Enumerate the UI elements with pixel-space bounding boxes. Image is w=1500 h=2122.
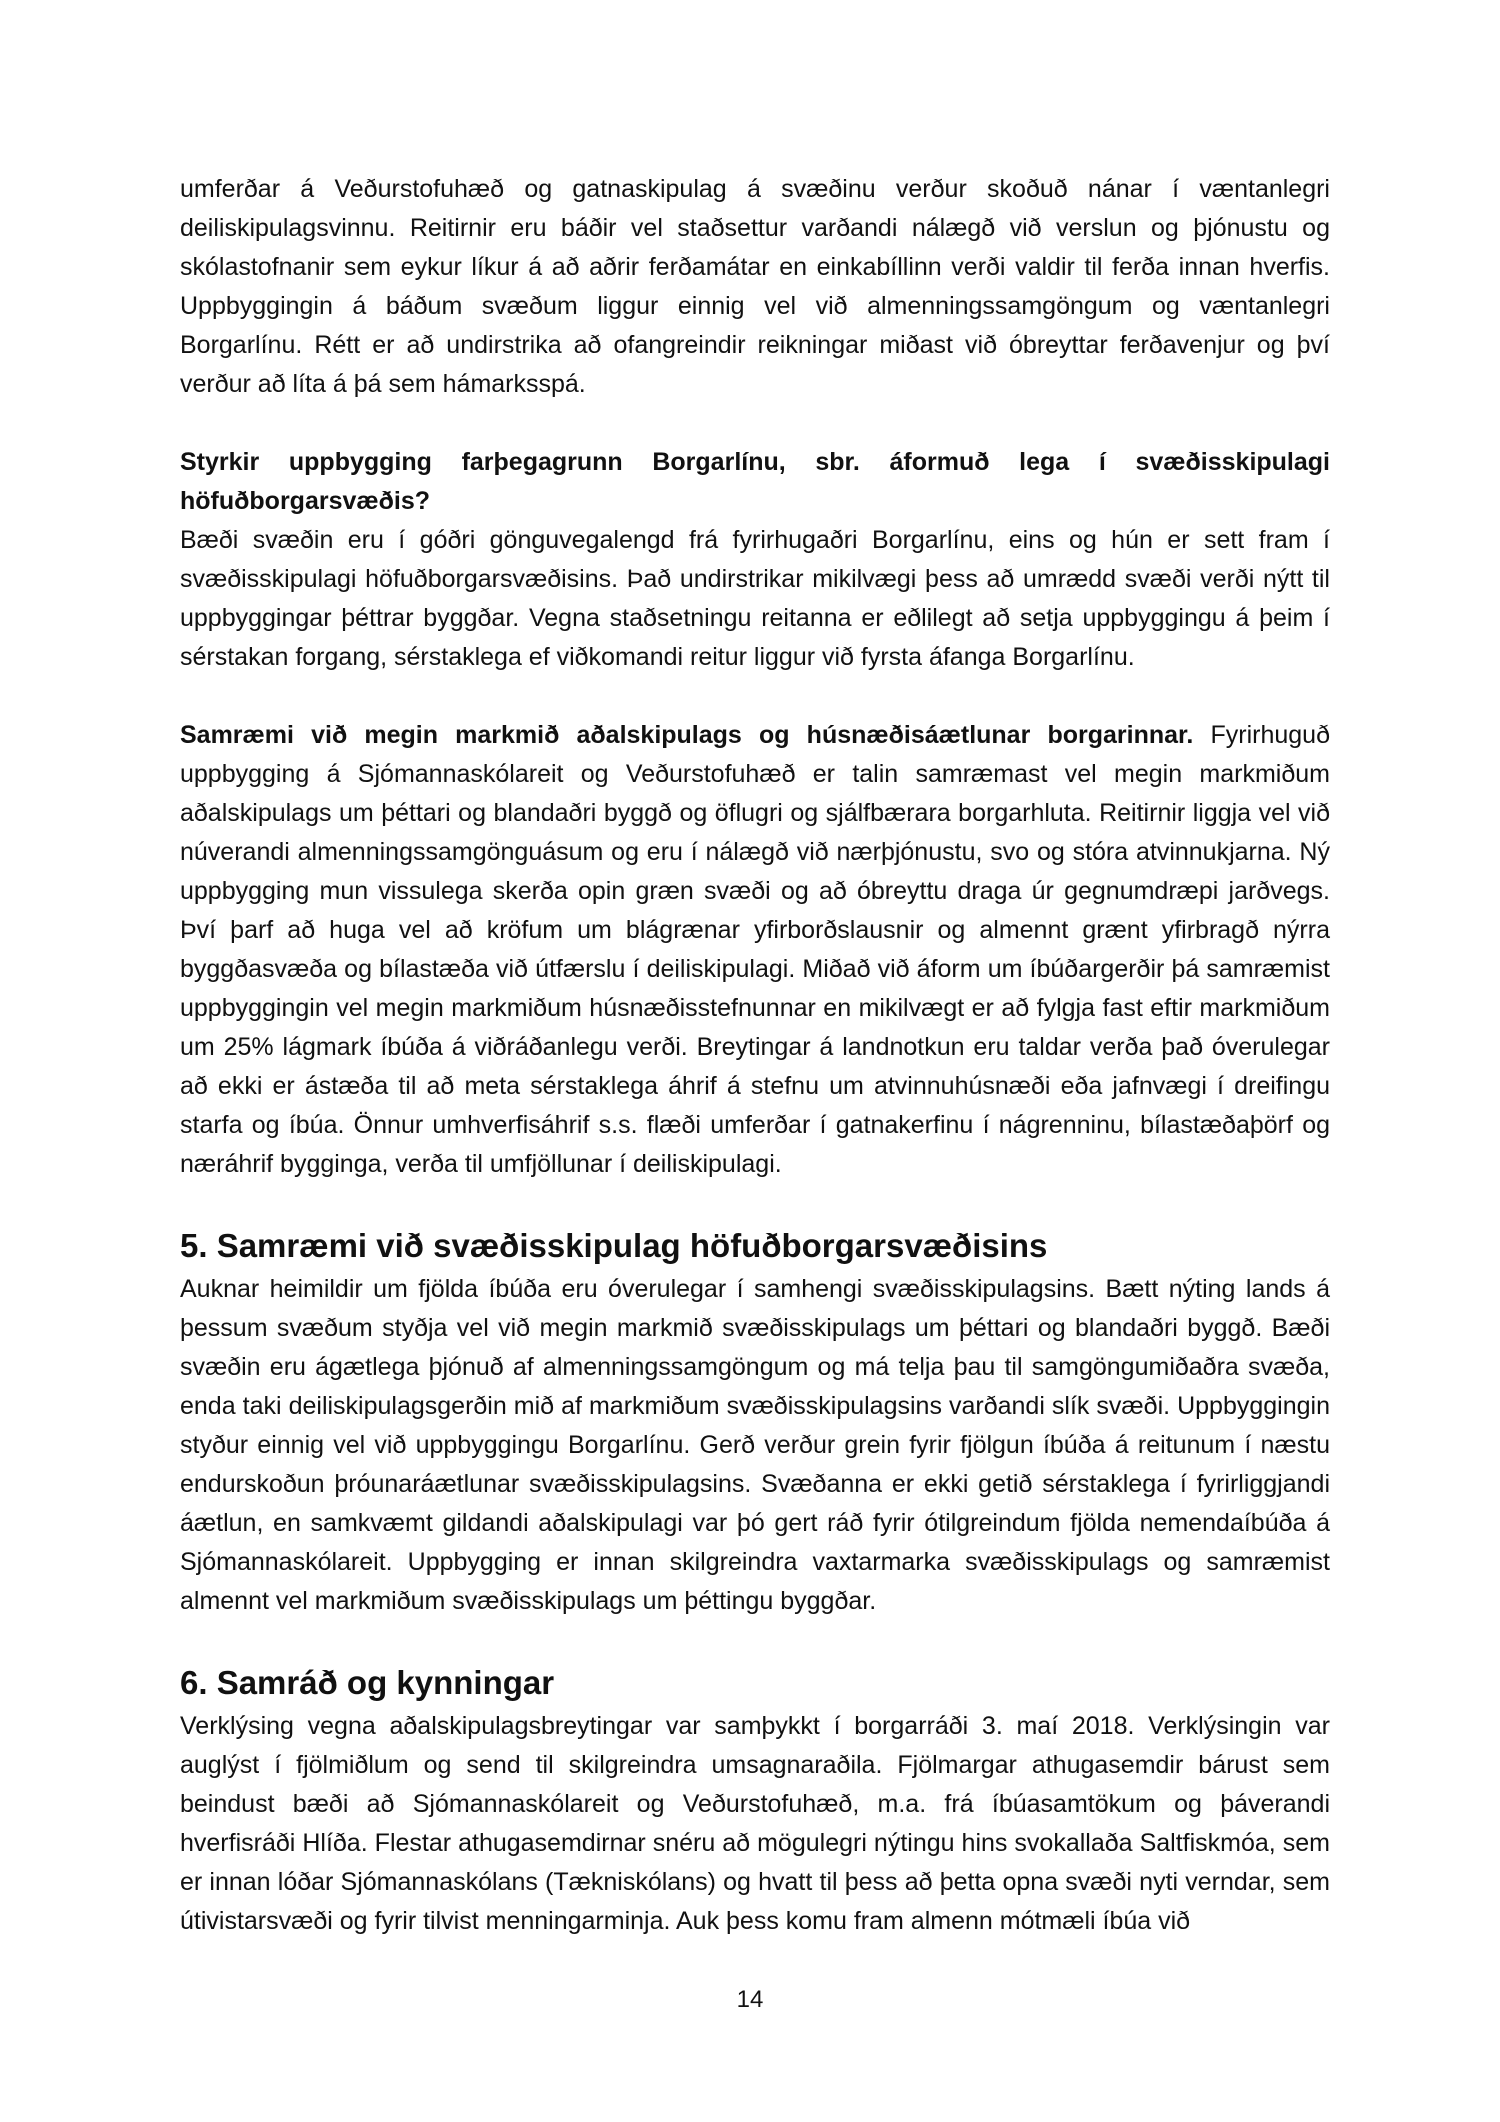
section-5-paragraph: Auknar heimildir um fjölda íbúða eru óverulegar í samhengi svæðisskipulagsins. Bætt nýting lands á þessum svæðum styðja vel við megin markmið svæðisskipulags um þéttari og blandaðri byggð. Bæði svæðin eru ágætlega þjónuð af almenningssamgöngum og má telja þau til samgöngumiðaðra svæða, enda taki deiliskipulagsgerðin mið af markmiðum svæðisskipulagsins varðandi slík svæði. Uppbyggingin styður einnig vel við uppbyggingu Borgarlínu. Gerð verður grein fyrir fjölgun íbúða á reitunum í næstu endurskoðun þróunaráætlunar svæðisskipulagsins. Svæðanna er ekki getið sérstaklega í fyrirliggjandi áætlun, en samkvæmt gildandi aðalskipulagi var þó gert ráð fyrir ótilgreindum fjölda nemendaíbúða á Sjómannaskólareit. Uppbygging er innan skilgreindra vaxtarmarka svæðisskipulags og samræmist almennt vel markmiðum svæðisskipulags um þéttingu byggðar.	[180, 1275, 1330, 1615]
borgarlina-paragraph: Bæði svæðin eru í góðri gönguvegalengd frá fyrirhugaðri Borgarlínu, eins og hún er sett fram í svæðisskipulagi höfuðborgarsvæðisins. Það undirstrikar mikilvægi þess að umrædd svæði verði nýtt til uppbyggingar þéttrar byggðar. Vegna staðsetningu reitanna er eðlilegt að setja uppbyggingu á þeim í sérstakan forgang, sérstaklega ef viðkomandi reitur liggur við fyrsta áfanga Borgarlínu.	[180, 526, 1330, 671]
samraemi-paragraph	[180, 716, 1330, 1184]
page-number: 14	[736, 1986, 764, 2013]
document-page	[180, 170, 1330, 1941]
borgarlina-question-heading: Styrkir uppbygging farþegagrunn Borgarlínu, sbr. áformuð lega í svæðisskipulagi höfuðborgarsvæðis?	[180, 448, 1330, 515]
samraemi-body: Fyrirhuguð uppbygging á Sjómannaskólareit og Veðurstofuhæð er talin samræmast vel megin markmiðum aðalskipulags um þéttari og blandaðri byggð og öflugri og sjálfbærara borgarhluta. Reitirnir liggja vel við núverandi almenningssamgönguásum og eru í nálægð við nærþjónustu, svo og stóra atvinnukjarna. Ný uppbygging mun vissulega skerða opin græn svæði og að óbreyttu draga úr gegnumdræpi jarðvegs. Því þarf að huga vel að kröfum um blágrænar yfirborðslausnir og almennt grænt yfirbragð nýrra byggðasvæða og bílastæða við útfærslu í deiliskipulagi. Miðað við áform um íbúðargerðir þá samræmist uppbyggingin vel megin markmiðum húsnæðisstefnunnar en mikilvægt er að fylgja fast eftir markmiðum um 25% lágmark íbúða á viðráðanlegu verði. Breytingar á landnotkun eru taldar verða það óverulegar að ekki er ástæða til að meta sérstaklega áhrif á stefnu um atvinnuhúsnæði eða jafnvægi í dreifingu starfa og íbúa. Önnur umhverfisáhrif s.s. flæði umferðar í gatnakerfinu í nágrenninu, bílastæðaþörf og næráhrif bygginga, verða til umfjöllunar í deiliskipulagi.	[180, 721, 1330, 1178]
section-6-paragraph: Verklýsing vegna aðalskipulagsbreytingar var samþykkt í borgarráði 3. maí 2018. Verklýsingin var auglýst í fjölmiðlum og send til skilgreindra umsagnaraðila. Fjölmargar athugasemdir bárust sem beindust bæði að Sjómannaskólareit og Veðurstofuhæð, m.a. frá íbúasamtökum og þáverandi hverfisráði Hlíða. Flestar athugasemdirnar snéru að mögulegri nýtingu hins svokallaða Saltfiskmóa, sem er innan lóðar Sjómannaskólans (Tækniskólans) og hvatt til þess að þetta opna svæði nyti verndar, sem útivistarsvæði og fyrir tilvist menningarminja. Auk þess komu fram almenn mótmæli íbúa við	[180, 1712, 1330, 1935]
intro-paragraph: umferðar á Veðurstofuhæð og gatnaskipulag á svæðinu verður skoðuð nánar í væntanlegri deiliskipulagsvinnu. Reitirnir eru báðir vel staðsettur varðandi nálægð við verslun og þjónustu og skólastofnanir sem eykur líkur á að aðrir ferðamátar en einkabíllinn verði valdir til ferða innan hverfis. Uppbyggingin á báðum svæðum liggur einnig vel við almenningssamgöngum og væntanlegri Borgarlínu. Rétt er að undirstrika að ofangreindir reikningar miðast við óbreyttar ferðavenjur og því verður að líta á þá sem hámarksspá.	[180, 175, 1330, 398]
samraemi-lead: Samræmi við megin markmið aðalskipulags og húsnæðisáætlunar borgarinnar.	[180, 721, 1194, 749]
section-6-heading: 6. Samráð og kynningar	[180, 1664, 555, 1701]
section-5-heading: 5. Samræmi við svæðisskipulag höfuðborgarsvæðisins	[180, 1227, 1048, 1264]
